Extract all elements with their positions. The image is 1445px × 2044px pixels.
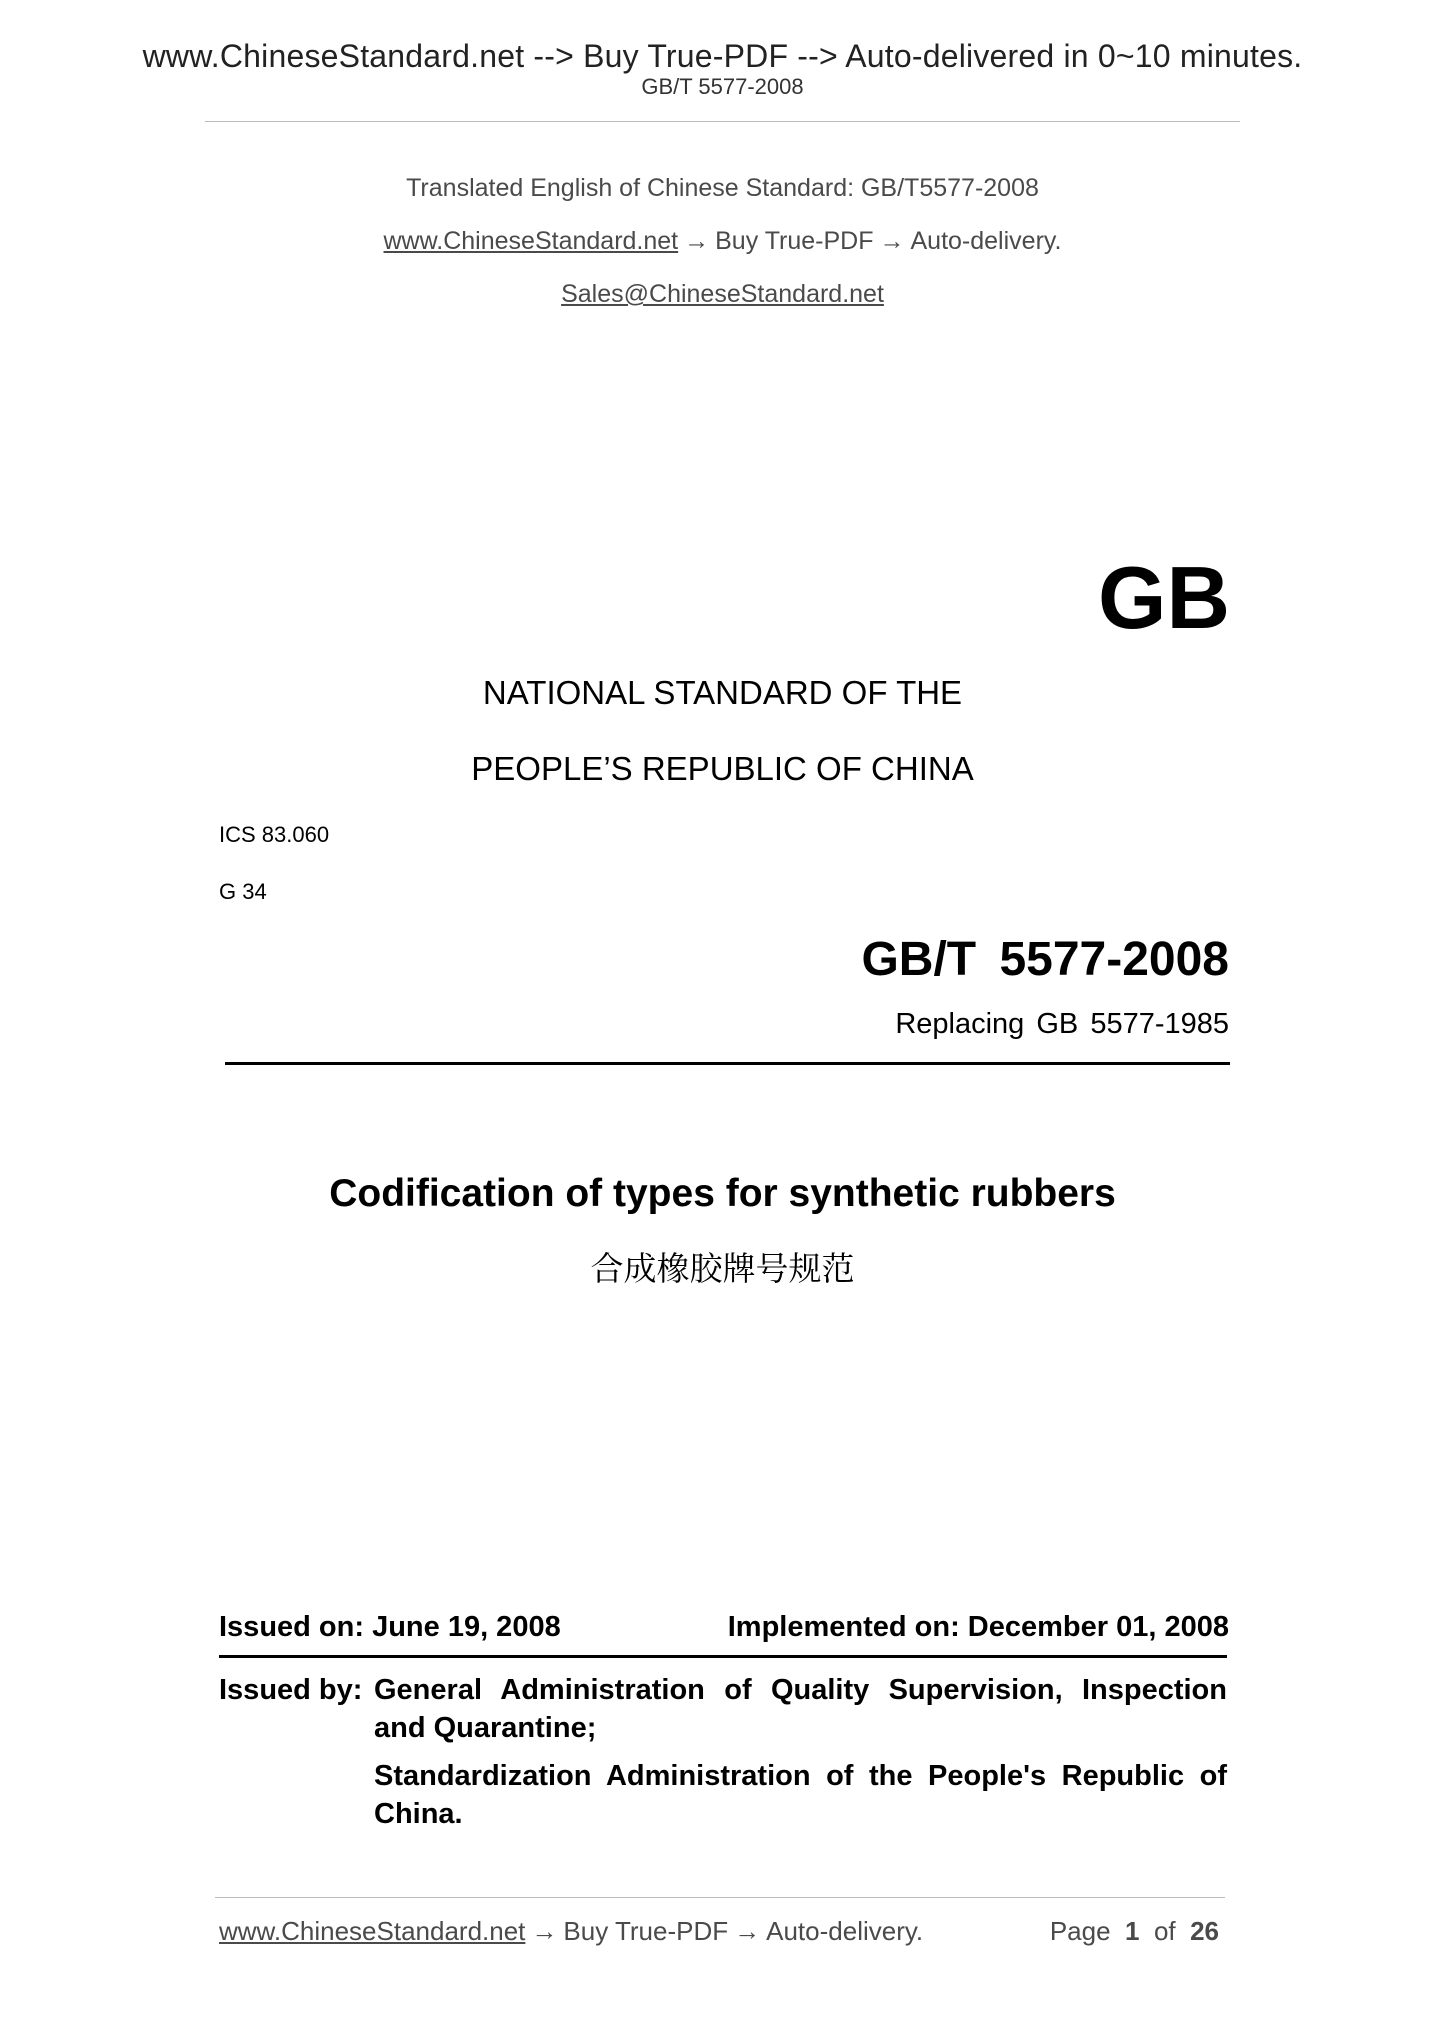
document-title-chinese: 合成橡胶牌号规范 bbox=[590, 1249, 855, 1288]
delivery-text: Auto-delivery. bbox=[910, 227, 1062, 255]
translation-notice: Translated English of Chinese Standard: GB/T5577-2008 bbox=[406, 174, 1039, 202]
implemented-on-date: Implemented on: December 01, 2008 bbox=[727, 1611, 1229, 1643]
page-total: 26 bbox=[1190, 1916, 1219, 1946]
top-banner: www.ChineseStandard.net --> Buy True-PDF --> Auto-delivered in 0~10 minutes. bbox=[142, 38, 1303, 74]
issuer-1: General Administration of Quality Supervision, Inspection and Quarantine; bbox=[374, 1674, 1227, 1744]
page-label: Page bbox=[1049, 1916, 1111, 1946]
footer-buy-text: Buy True-PDF bbox=[563, 1916, 729, 1946]
arrow-right-icon: → bbox=[879, 227, 905, 255]
issued-by-label: Issued by: bbox=[219, 1674, 363, 1706]
arrow-right-icon: → bbox=[684, 227, 710, 255]
site-link[interactable]: www.ChineseStandard.net bbox=[383, 227, 679, 255]
issuer-2: Standardization Administration of the People's Republic of China. bbox=[374, 1760, 1227, 1830]
standard-code: GB/T 5577-2008 bbox=[861, 933, 1229, 986]
replacing-note: Replacing GB 5577-1985 bbox=[895, 1008, 1229, 1040]
document-title: Codification of types for synthetic rubbers bbox=[329, 1172, 1116, 1215]
arrow-right-icon: → bbox=[734, 1916, 761, 1946]
arrow-right-icon: → bbox=[531, 1916, 558, 1946]
classification-code: G 34 bbox=[219, 879, 267, 904]
footer-site-link[interactable]: www.ChineseStandard.net bbox=[219, 1916, 526, 1946]
sales-email-link[interactable]: Sales@ChineseStandard.net bbox=[561, 280, 884, 308]
of-label: of bbox=[1153, 1916, 1176, 1946]
national-standard-line-1: NATIONAL STANDARD OF THE bbox=[482, 674, 963, 711]
page-indicator bbox=[1050, 1918, 1219, 1944]
purchase-notice bbox=[0, 229, 1445, 254]
title-divider bbox=[225, 1062, 1230, 1065]
dates-divider bbox=[219, 1655, 1227, 1658]
footer-divider bbox=[215, 1897, 1225, 1898]
issued-on-date: Issued on: June 19, 2008 bbox=[219, 1611, 561, 1643]
gb-mark: GB bbox=[1098, 548, 1230, 647]
ics-code: ICS 83.060 bbox=[219, 822, 330, 847]
email-notice bbox=[0, 282, 1445, 307]
footer-delivery-text: Auto-delivery. bbox=[766, 1916, 924, 1946]
page-header-code: GB/T 5577-2008 bbox=[641, 74, 804, 99]
footer-purchase-notice bbox=[219, 1918, 923, 1944]
buy-text: Buy True-PDF bbox=[715, 227, 874, 255]
page-number: 1 bbox=[1125, 1916, 1140, 1946]
header-divider bbox=[205, 121, 1240, 122]
national-standard-line-2: PEOPLE’S REPUBLIC OF CHINA bbox=[471, 750, 974, 787]
